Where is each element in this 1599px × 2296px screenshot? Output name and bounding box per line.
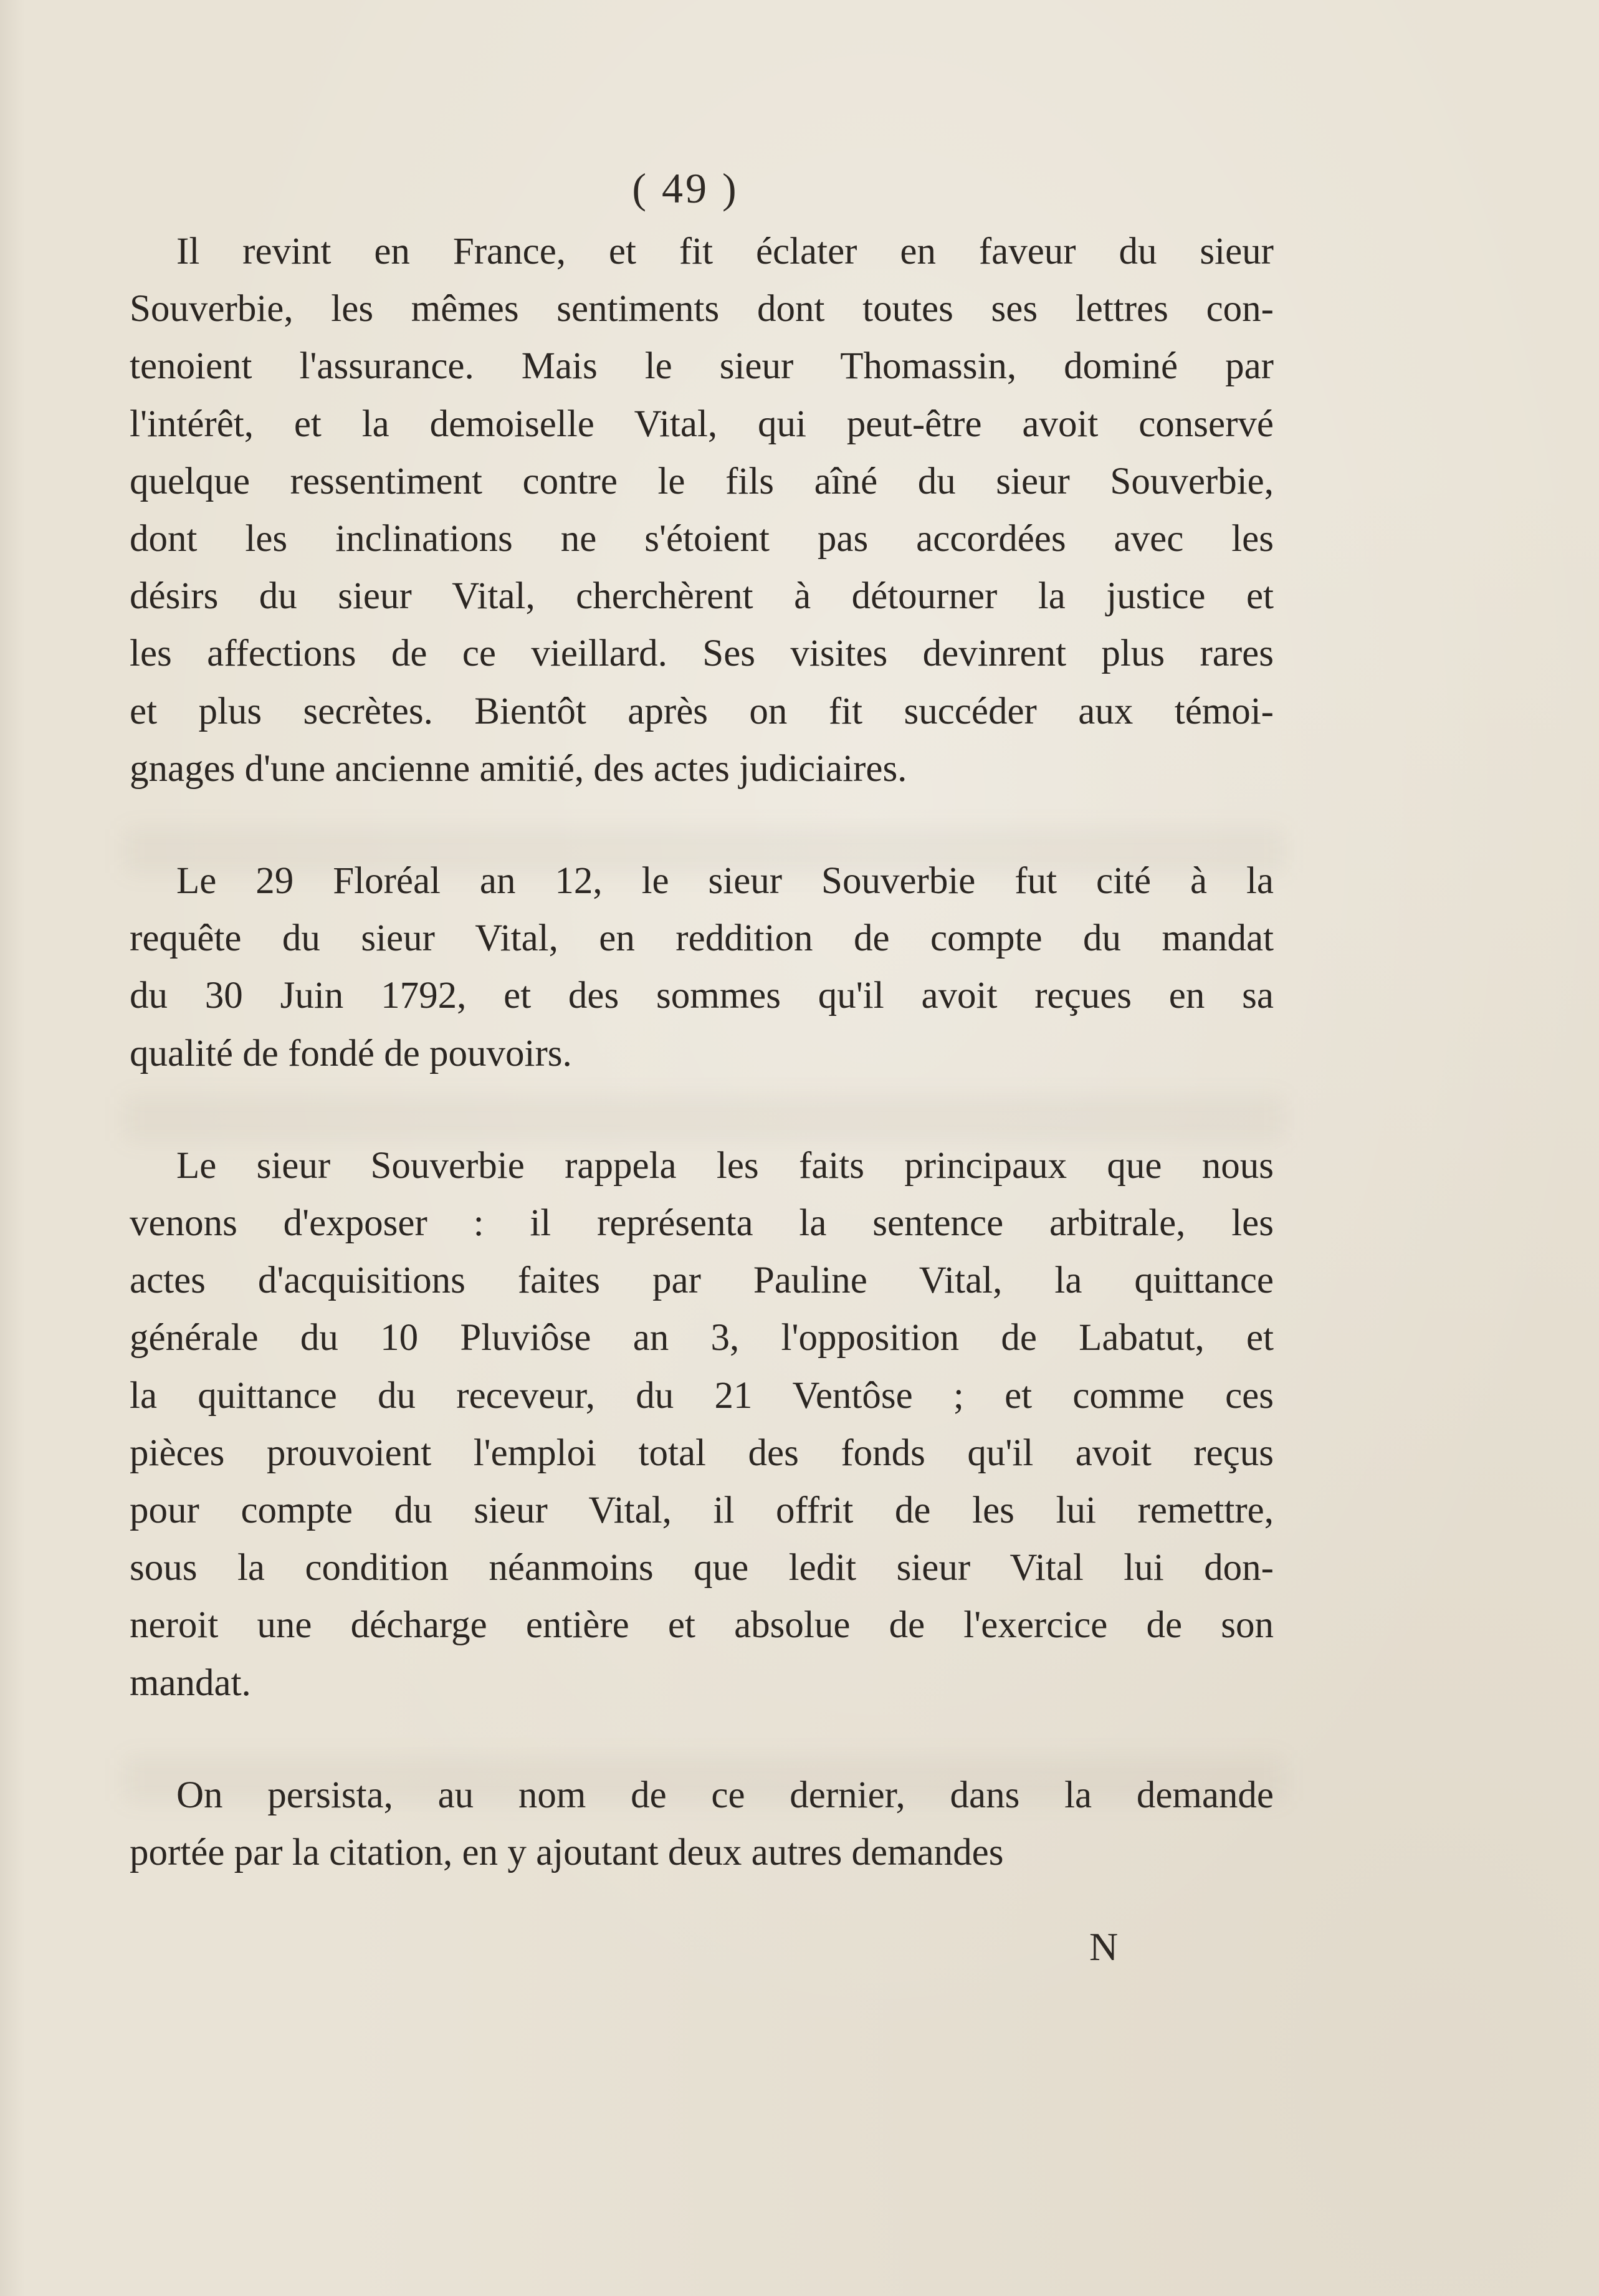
paragraph-4 [130,1767,1274,1882]
body-text [130,223,1274,1882]
text-line: actes d'acquisitions faites par Pauline Vital, la quittance [130,1260,1274,1302]
signature-mark: N [1089,1925,1119,1969]
text-line: désirs du sieur Vital, cherchèrent à détourner la justice et [130,575,1274,618]
text-line: la quittance du receveur, du 21 Ventôse ; et comme ces [130,1374,1274,1417]
text-line: Le sieur Souverbie rappela les faits principaux que nous [176,1144,1274,1187]
text-line: portée par la citation, en y ajoutant deux autres demandes [130,1832,1004,1874]
text-line: générale du 10 Pluviôse an 3, l'opposition de Labatut, et [130,1317,1274,1359]
text-line: sous la condition néanmoins que ledit sieur Vital lui don- [130,1547,1274,1589]
paragraph-1 [130,223,1274,798]
text-line: Il revint en France, et fit éclater en faveur du sieur [176,231,1274,272]
text-line: Le 29 Floréal an 12, le sieur Souverbie fut cité à la [176,860,1274,902]
text-line: gnages d'une ancienne amitié, des actes judiciaires. [130,747,907,790]
text-line: pièces prouvoient l'emploi total des fonds qu'il avoit reçus [130,1432,1274,1474]
text-line: tenoient l'assurance. Mais le sieur Thomassin, dominé par [130,345,1274,388]
text-line: du 30 Juin 1792, et des sommes qu'il avoit reçues en sa [130,975,1274,1017]
text-line: mandat. [130,1662,251,1704]
text-line: On persista, au nom de ce dernier, dans la demande [176,1774,1274,1816]
text-line: Souverbie, les mêmes sentiments dont toutes ses lettres con- [130,288,1274,330]
text-line: et plus secrètes. Bientôt après on fit succéder aux témoi- [130,690,1274,732]
text-line: l'intérêt, et la demoiselle Vital, qui peut-être avoit conservé [130,403,1274,445]
paragraph-3 [130,1137,1274,1712]
page-number: ( 49 ) [632,165,739,212]
page-edge-shadow [0,0,25,2296]
text-line: requête du sieur Vital, en reddition de compte du mandat [130,917,1274,960]
paragraph-2 [130,853,1274,1083]
text-line: pour compte du sieur Vital, il offrit de les lui remettre, [130,1490,1274,1532]
text-line: neroit une décharge entière et absolue de l'exercice de son [130,1604,1274,1647]
text-line: quelque ressentiment contre le fils aîné du sieur Souverbie, [130,460,1274,502]
text-line: dont les inclinations ne s'étoient pas accordées avec les [130,518,1274,560]
text-line: les affections de ce vieillard. Ses visites devinrent plus rares [130,633,1274,675]
text-line: qualité de fondé de pouvoirs. [130,1032,572,1074]
text-line: venons d'exposer : il représenta la sentence arbitrale, les [130,1202,1274,1245]
